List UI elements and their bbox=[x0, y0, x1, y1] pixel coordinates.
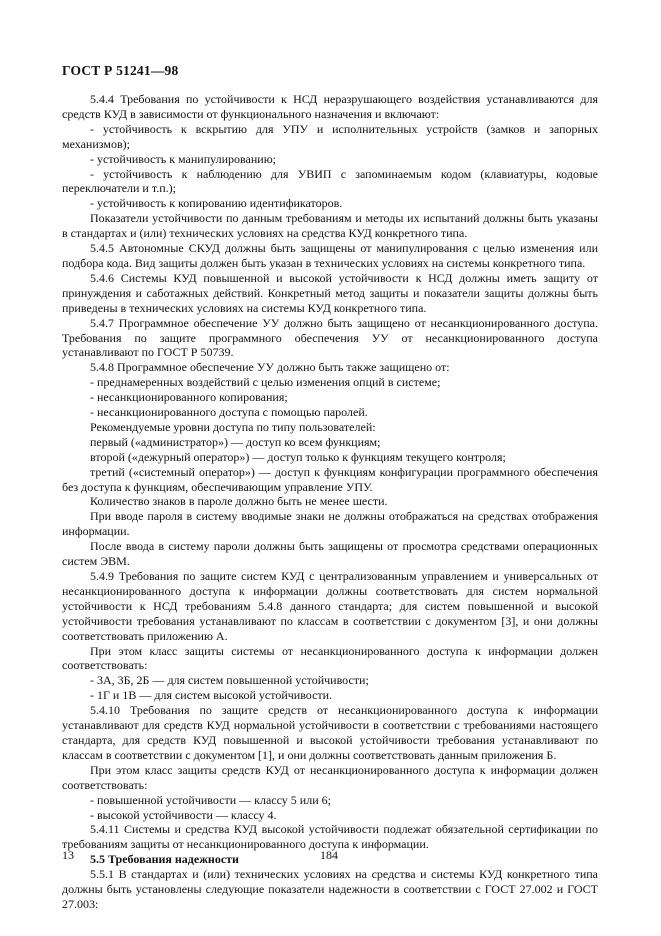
paragraph: 5.4.4 Требования по устойчивости к НСД неразрушающего воздействия устанавливаются для средств КУД в зависимости от функционального назначения и включают: bbox=[62, 92, 598, 121]
paragraph: 5.4.9 Требования по защите систем КУД с централизованным управлением и универсальных от несанкционированного доступа к информации должны соответствовать для систем нормальной устойчивости к НСД требованиям 5.4.8 данного стандарта; для систем повышенной и высокой устойчивости требования устанавливают по классам в соответствии с документом [3], и они должны соответствовать приложению А. bbox=[62, 569, 598, 643]
document-header: ГОСТ Р 51241—98 bbox=[62, 63, 179, 78]
footer-left-number: 13 bbox=[62, 848, 74, 862]
paragraph: При этом класс защиты средств КУД от несанкционированного доступа к информации должен соответствовать: bbox=[62, 762, 598, 792]
paragraph: Количество знаков в пароле должно быть не менее шести. bbox=[90, 494, 388, 509]
paragraph: - высокой устойчивости — классу 4. bbox=[90, 807, 277, 822]
page-number: 184 bbox=[320, 848, 338, 862]
paragraph: 5.4.7 Программное обеспечение УУ должно быть защищено от несанкционированного доступа. Требования по защите программного обеспечения УУ от несанкционированного доступа устанавливают по ГОСТ Р 50739. bbox=[62, 315, 598, 360]
paragraph: При вводе пароля в систему вводимые знаки не должны отображаться на средствах отображения информации. bbox=[62, 509, 598, 539]
paragraph: 5.4.10 Требования по защите средств от несанкционированного доступа к информации устанавливают для средств КУД нормальной устойчивости в соответствии с требованиями настоящего стандарта, для средств КУД повышенной и высокой устойчивости требования устанавливают по классам в соответствии с документом [1], и они должны соответствовать данным приложения Б. bbox=[62, 703, 598, 762]
paragraph: 5.4.8 Программное обеспечение УУ должно быть также защищено от: bbox=[90, 360, 450, 375]
paragraph: 5.4.6 Системы КУД повышенной и высокой устойчивости к НСД должны иметь защиту от принуждения и саботажных действий. Конкретный метод защиты и показатели защиты должны быть приведены в технических условиях на системы КУД конкретного типа. bbox=[62, 270, 598, 315]
paragraph: - повышенной устойчивости — классу 5 или 6; bbox=[90, 792, 331, 807]
paragraph: 5.5.1 В стандартах и (или) технических условиях на средства и системы КУД конкретного типа должны быть установлены следующие показатели надежности в соответствии с ГОСТ 27.002 и ГОСТ 27.003: bbox=[62, 867, 598, 911]
paragraph: первый («администратор») — доступ ко всем функциям; bbox=[90, 434, 381, 449]
paragraph: 5.4.11 Системы и средства КУД высокой устойчивости подлежат обязательной сертификации по требованиям защиты от несанкционированного доступа к информации. bbox=[62, 822, 598, 852]
paragraph: После ввода в систему пароли должны быть защищены от просмотра средствами операционных систем ЭВМ. bbox=[62, 539, 598, 569]
paragraph: - 1Г и 1В — для систем высокой устойчивости. bbox=[90, 688, 333, 703]
paragraph: - преднамеренных воздействий с целью изменения опций в системе; bbox=[90, 375, 441, 390]
paragraph: третий («системный оператор») — доступ к функциям конфигурации программного обеспечения без доступа к функциям, обеспечивающим управление УПУ. bbox=[62, 464, 598, 494]
paragraph: - 3А, 3Б, 2Б — для систем повышенной устойчивости; bbox=[90, 673, 369, 688]
paragraph: - устойчивость к копированию идентификаторов. bbox=[90, 196, 343, 211]
document-body bbox=[62, 92, 598, 912]
paragraph: Показатели устойчивости по данным требованиям и методы их испытаний должны быть указаны в стандартах и (или) технических условиях на средства КУД конкретного типа. bbox=[62, 211, 598, 241]
paragraph: Рекомендуемые уровни доступа по типу пользователей: bbox=[90, 419, 376, 434]
paragraph: - устойчивость к вскрытию для УПУ и исполнительных устройств (замков и запорных механизмов); bbox=[62, 121, 598, 151]
paragraph: - устойчивость к наблюдению для УВИП с запоминаемым кодом (клавиатуры, кодовые переключатели и т.п.); bbox=[62, 166, 598, 196]
paragraph: - устойчивость к манипулированию; bbox=[90, 151, 277, 166]
paragraph: второй («дежурный оператор») — доступ только к функциям текущего контроля; bbox=[90, 449, 506, 464]
paragraph: При этом класс защиты системы от несанкционированного доступа к информации должен соответствовать: bbox=[62, 643, 598, 673]
paragraph: - несанкционированного копирования; bbox=[90, 390, 288, 405]
paragraph: - несанкционированного доступа с помощью паролей. bbox=[90, 405, 368, 420]
paragraph: 5.4.5 Автономные СКУД должны быть защищены от манипулирования с целью изменения или подбора кода. Вид защиты должен быть указан в технических условиях на системы конкретного типа. bbox=[62, 241, 598, 270]
section-heading: 5.5 Требования надежности bbox=[90, 852, 239, 867]
